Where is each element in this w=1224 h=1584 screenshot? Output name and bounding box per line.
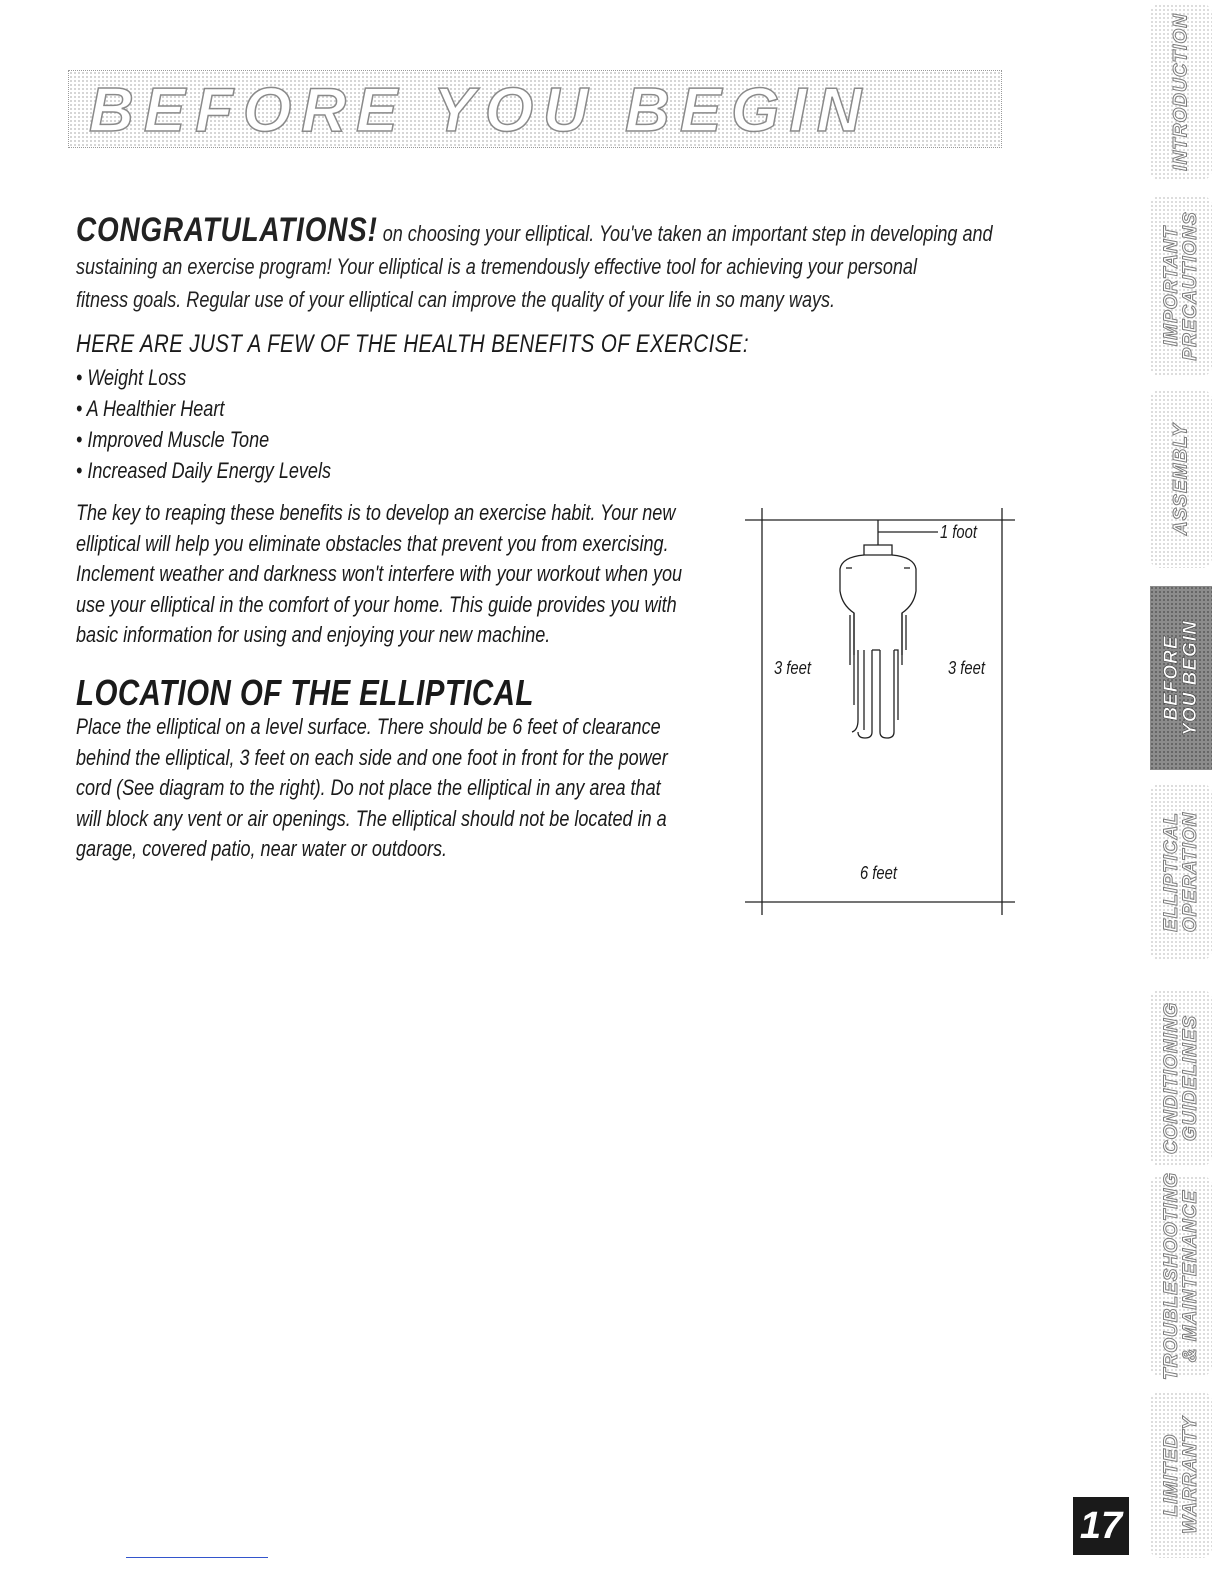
footer-rule <box>126 1557 268 1558</box>
intro-line: on choosing your elliptical. You've taken an important step in developing and <box>377 221 993 246</box>
section-banner <box>68 70 1002 148</box>
benefits-heading: HERE ARE JUST A FEW OF THE HEALTH BENEFITS OF EXERCISE: <box>76 330 749 358</box>
list-item: • Increased Daily Energy Levels <box>76 458 331 483</box>
list-item: • Weight Loss <box>76 365 187 390</box>
list-item: • Improved Muscle Tone <box>76 427 270 452</box>
tab-label: INTRODUCTION <box>1170 13 1192 171</box>
location-paragraph <box>76 712 856 865</box>
paragraph-line: use your elliptical in the comfort of your home. This guide provides you with <box>76 591 677 617</box>
paragraph-line: garage, covered patio, near water or outdoors. <box>76 836 448 861</box>
clearance-diagram <box>740 500 1020 920</box>
tab-before-you-begin[interactable] <box>1150 586 1212 770</box>
tab-label: CONDITIONING GUIDELINES <box>1161 1001 1201 1155</box>
tab-label: ASSEMBLY <box>1170 422 1192 536</box>
location-heading: LOCATION OF THE ELLIPTICAL <box>76 672 534 713</box>
intro-line: sustaining an exercise program! Your elliptical is a tremendously effective tool for achieving your personal <box>76 254 917 279</box>
tab-label: LIMITED WARRANTY <box>1161 1416 1201 1534</box>
tab-elliptical-operation[interactable] <box>1150 784 1212 960</box>
tab-conditioning-guidelines[interactable] <box>1150 990 1212 1166</box>
paragraph-line: The key to reaping these benefits is to develop an exercise habit. Your new <box>76 500 676 525</box>
rear-clearance-label: 6 feet <box>860 863 897 883</box>
tab-label: ELLIPTICAL OPERATION <box>1161 811 1201 933</box>
key-paragraph <box>76 498 856 651</box>
paragraph-line: cord (See diagram to the right). Do not place the elliptical in any area that <box>76 775 661 800</box>
benefits-list <box>76 362 331 486</box>
list-item: • A Healthier Heart <box>76 396 225 421</box>
congratulations-heading: CONGRATULATIONS! <box>76 211 378 249</box>
left-clearance-label: 3 feet <box>774 658 811 678</box>
page-number: 17 <box>1073 1497 1129 1555</box>
right-clearance-label: 3 feet <box>948 658 985 678</box>
tab-troubleshooting-maintenance[interactable] <box>1150 1171 1212 1381</box>
intro-paragraph <box>76 211 1146 316</box>
paragraph-line: Place the elliptical on a level surface. There should be 6 feet of clearance <box>76 714 661 739</box>
clearance-diagram-drawing <box>740 500 1020 920</box>
paragraph-line: basic information for using and enjoying your new machine. <box>76 622 551 647</box>
front-clearance-label: 1 foot <box>940 522 977 542</box>
tab-introduction[interactable] <box>1150 4 1212 180</box>
paragraph-line: elliptical will help you eliminate obstacles that prevent you from exercising. <box>76 530 669 556</box>
tab-label: BEFORE YOU BEGIN <box>1161 620 1201 736</box>
tab-limited-warranty[interactable] <box>1150 1392 1212 1558</box>
page-title: BEFORE YOU BEGIN <box>89 76 872 145</box>
paragraph-line: will block any vent or air openings. The elliptical should not be located in a <box>76 805 667 831</box>
tab-label: TROUBLESHOOTING & MAINTENANCE <box>1161 1171 1201 1381</box>
tab-assembly[interactable] <box>1150 390 1212 568</box>
tab-important-precautions[interactable] <box>1150 196 1212 376</box>
tab-label: IMPORTANT PRECAUTIONS <box>1161 211 1201 361</box>
intro-line: fitness goals. Regular use of your elliptical can improve the quality of your life in so many ways. <box>76 287 836 312</box>
paragraph-line: Inclement weather and darkness won't interfere with your workout when you <box>76 561 683 586</box>
paragraph-line: behind the elliptical, 3 feet on each side and one foot in front for the power <box>76 744 668 770</box>
